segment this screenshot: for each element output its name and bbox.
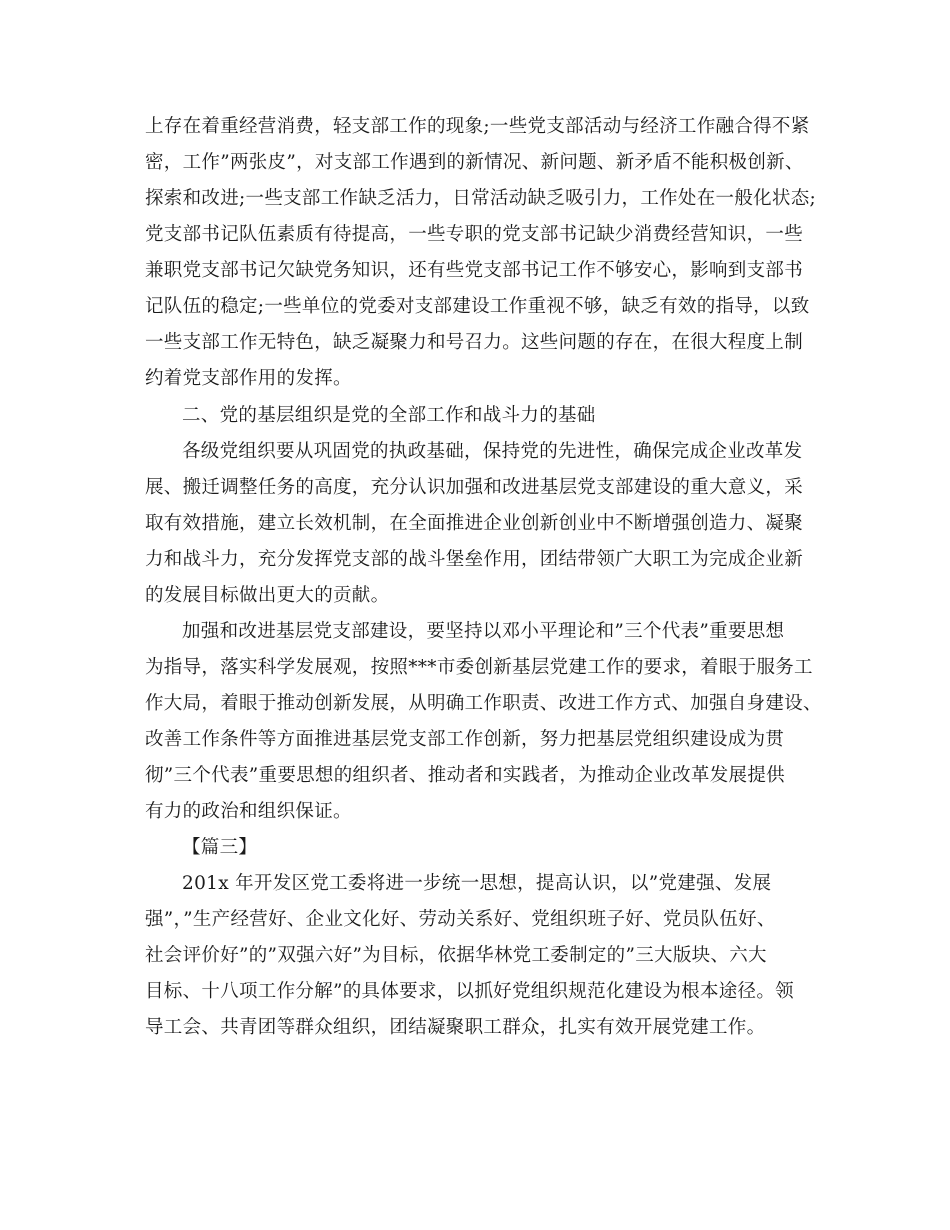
- text-line: 彻”三个代表”重要思想的组织者、推动者和实践者，为推动企业改革发展提供: [145, 765, 785, 786]
- text-line: 的发展目标做出更大的贡献。: [145, 585, 390, 606]
- text-line: 展、搬迁调整任务的高度，充分认识加强和改进基层党支部建设的重大意义，采: [145, 477, 804, 498]
- text-line: 有力的政治和组织保证。: [145, 801, 352, 822]
- text-line: 强”，”生产经营好、企业文化好、劳动关系好、党组织班子好、党员队伍好、: [145, 909, 776, 930]
- text-line: 上存在着重经营消费，轻支部工作的现象;一些党支部活动与经济工作融合得不紧: [145, 116, 810, 137]
- text-line: 为指导，落实科学发展观，按照***市委创新基层党建工作的要求，着眼于服务工: [145, 657, 813, 678]
- text-line: 社会评价好”的”双强六好”为目标，依据华林党工委制定的”三大版块、六大: [145, 945, 767, 966]
- text-line: 各级党组织要从巩固党的执政基础，保持党的先进性，确保完成企业改革发: [182, 441, 803, 462]
- text-line: 取有效措施，建立长效机制，在全面推进企业创新创业中不断增强创造力、凝聚: [145, 513, 804, 534]
- text-line: 导工会、共青团等群众组织，团结凝聚职工群众，扎实有效开展党建工作。: [145, 1017, 766, 1038]
- text-line: 探索和改进;一些支部工作缺乏活力，日常活动缺乏吸引力，工作处在一般化状态;: [145, 188, 817, 209]
- text-line: 一些支部工作无特色，缺乏凝聚力和号召力。这些问题的存在，在很大程度上制: [145, 332, 804, 353]
- text-line: 改善工作条件等方面推进基层党支部工作创新，努力把基层党组织建设成为贯: [145, 729, 785, 750]
- text-line: 记队伍的稳定;一些单位的党委对支部建设工作重视不够，缺乏有效的指导，以致: [145, 296, 810, 317]
- text-line: 密，工作”两张皮”，对支部工作遇到的新情况、新问题、新矛盾不能积极创新、: [145, 152, 804, 173]
- text-line: 作大局，着眼于推动创新发展，从明确工作职责、改进工作方式、加强自身建设、: [145, 693, 822, 714]
- text-line: 加强和改进基层党支部建设，要坚持以邓小平理论和”三个代表”重要思想: [182, 621, 785, 642]
- text-line: 兼职党支部书记欠缺党务知识，还有些党支部书记工作不够安心，影响到支部书: [145, 260, 804, 281]
- section-heading: 二、党的基层组织是党的全部工作和战斗力的基础: [182, 405, 596, 426]
- text-line: 党支部书记队伍素质有待提高，一些专职的党支部书记缺少消费经营知识，一些: [145, 224, 804, 245]
- section-heading: 【篇三】: [182, 837, 258, 858]
- text-line: 201x 年开发区党工委将进一步统一思想，提高认识，以”党建强、发展: [182, 873, 772, 894]
- text-line: 力和战斗力，充分发挥党支部的战斗堡垒作用，团结带领广大职工为完成企业新: [145, 549, 804, 570]
- text-line: 约着党支部作用的发挥。: [145, 368, 352, 389]
- text-line: 目标、十八项工作分解”的具体要求，以抓好党组织规范化建设为根本途径。领: [145, 981, 794, 1002]
